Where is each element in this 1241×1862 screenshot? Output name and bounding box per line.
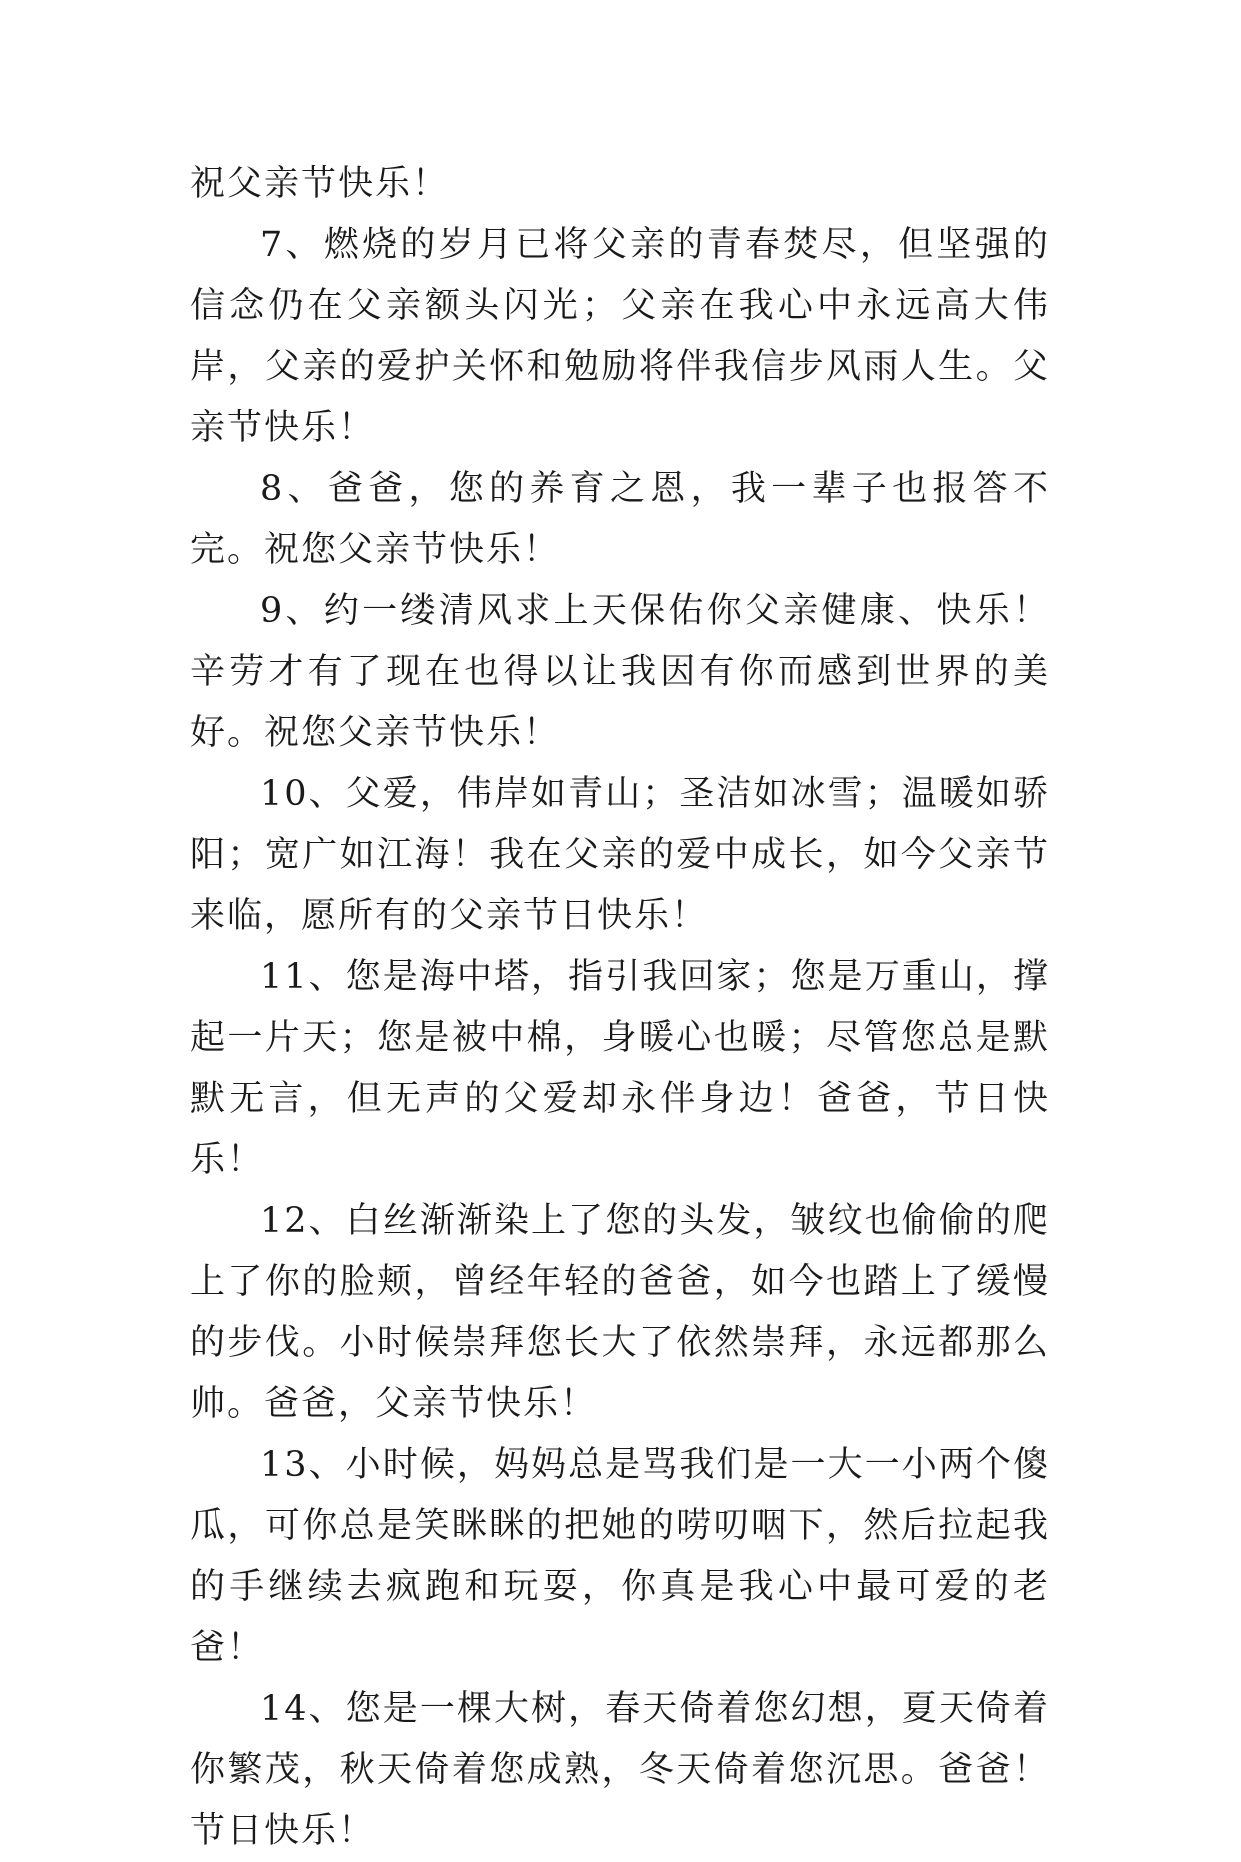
paragraph-continuation: 祝父亲节快乐！: [190, 164, 450, 204]
paragraph-9: 9、约一缕清风求上天保佑你父亲健康、快乐！辛劳才有了现在也得以让我因有你而感到世界的美好。祝您父亲节快乐！: [190, 591, 1050, 753]
paragraph-13: 13、小时候，妈妈总是骂我们是一大一小两个傻瓜，可你总是笑眯眯的把她的唠叨咽下，然后拉起我的手继续去疯跑和玩耍，你真是我心中最可爱的老爸！: [190, 1445, 1050, 1668]
document-body: [190, 154, 1050, 1862]
paragraph-14: 14、您是一棵大树，春天倚着您幻想，夏天倚着你繁茂，秋天倚着您成熟，冬天倚着您沉思。爸爸！节日快乐！: [190, 1689, 1050, 1851]
paragraph-7: 7、燃烧的岁月已将父亲的青春焚尽，但坚强的信念仍在父亲额头闪光；父亲在我心中永远高大伟岸，父亲的爱护关怀和勉励将伴我信步风雨人生。父亲节快乐！: [190, 225, 1050, 448]
paragraph-8: 8、爸爸，您的养育之恩，我一辈子也报答不完。祝您父亲节快乐！: [190, 469, 1050, 570]
paragraph-12: 12、白丝渐渐染上了您的头发，皱纹也偷偷的爬上了你的脸颊，曾经年轻的爸爸，如今也踏上了缓慢的步伐。小时候崇拜您长大了依然崇拜，永远都那么帅。爸爸，父亲节快乐！: [190, 1201, 1050, 1424]
paragraph-11: 11、您是海中塔，指引我回家；您是万重山，撑起一片天；您是被中棉，身暖心也暖；尽管您总是默默无言，但无声的父爱却永伴身边！爸爸，节日快乐！: [190, 957, 1050, 1180]
paragraph-10: 10、父爱，伟岸如青山；圣洁如冰雪；温暖如骄阳；宽广如江海！我在父亲的爱中成长，如今父亲节来临，愿所有的父亲节日快乐！: [190, 774, 1050, 936]
